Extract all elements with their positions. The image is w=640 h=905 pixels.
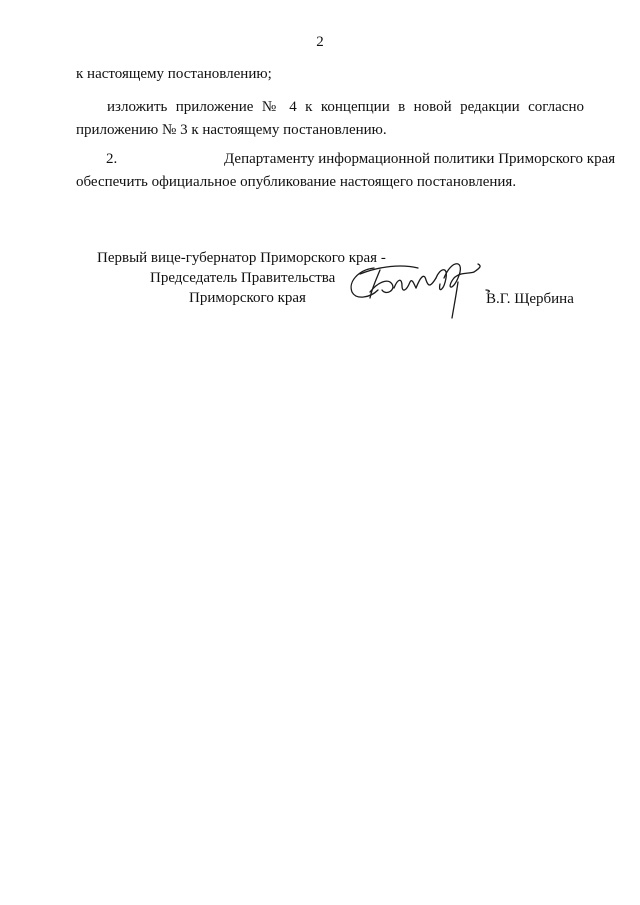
paragraph-line: обеспечить официальное опубликование настоящего постановления.	[76, 174, 517, 190]
paragraph-line: к настоящему постановлению;	[76, 66, 272, 82]
page-number: 2	[316, 34, 324, 50]
item-text: Департаменту информационной политики Приморского края	[224, 151, 616, 167]
item-number: 2.	[106, 151, 118, 167]
signatory-position-line: Председатель Правительства	[150, 270, 336, 286]
signatory-position-line: Приморского края	[189, 290, 306, 306]
signatory-name: В.Г. Щербина	[486, 291, 574, 307]
paragraph-line: изложить приложение № 4 к концепции в новой редакции согласно	[107, 99, 584, 115]
handwritten-signature	[340, 248, 490, 333]
signatory-position-line: Первый вице-губернатор Приморского края -	[97, 250, 386, 266]
paragraph-line: приложению № 3 к настоящему постановлению.	[76, 122, 387, 138]
